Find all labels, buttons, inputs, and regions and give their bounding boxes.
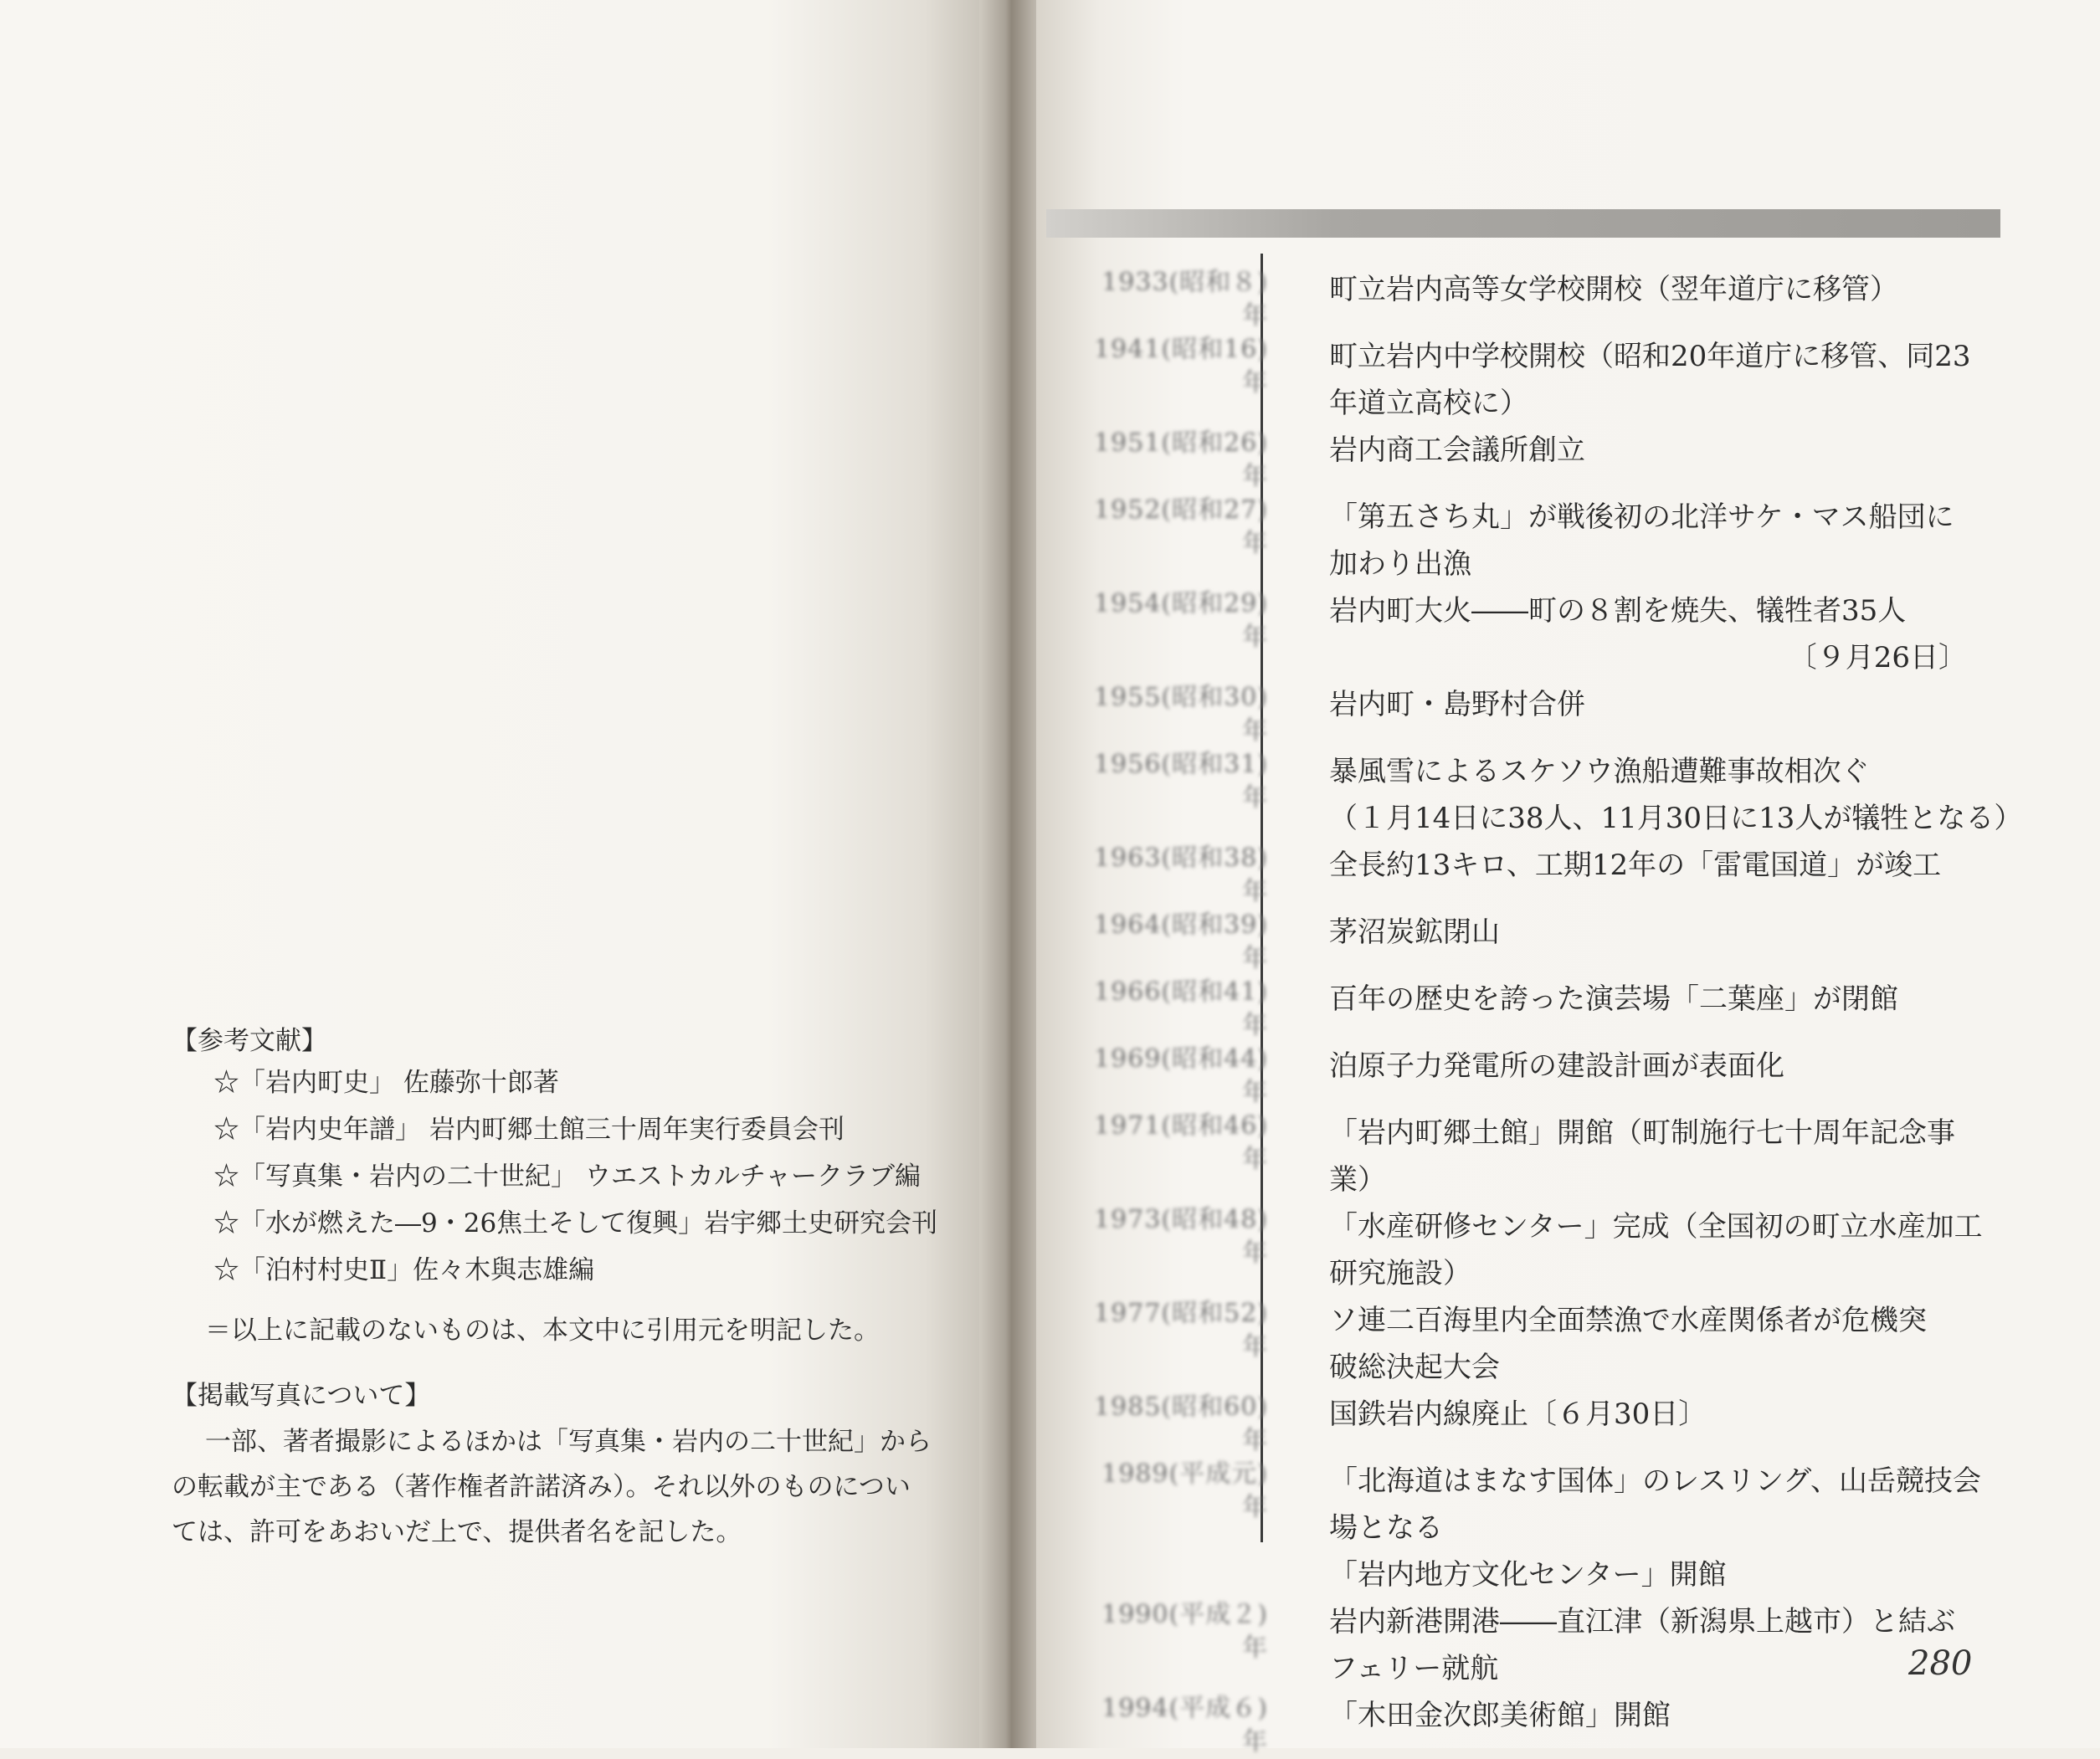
timeline-event-line: 暴風雪によるスケソウ漁船遭難事故相次ぐ [1329, 755, 1870, 788]
timeline-event [1283, 266, 1967, 313]
timeline-row [1080, 1598, 1967, 1692]
timeline-event-line: 茅沼炭鉱閉山 [1329, 915, 1500, 949]
timeline-event-line: 破総決起大会 [1329, 1351, 1500, 1384]
timeline-row [1080, 494, 1967, 587]
timeline-event-line: 「岩内町郷土館」開館（町制施行七十周年記念事 [1329, 1116, 1955, 1150]
timeline-event [1283, 1598, 1967, 1692]
timeline-year: 1951(昭和26)年 [1094, 428, 1268, 491]
timeline-event-line: 「第五さち丸」が戦後初の北洋サケ・マス船団に [1329, 500, 1954, 534]
timeline-year: 1963(昭和38)年 [1094, 844, 1268, 906]
timeline-event [1283, 681, 1967, 728]
timeline-event [1283, 333, 1971, 427]
timeline-event [1283, 1203, 1983, 1297]
timeline-event-line: フェリー就航 [1329, 1652, 1499, 1685]
timeline-event [1283, 1458, 1981, 1598]
reference-item: ☆「岩内町史」 佐藤弥十郎著 [213, 1068, 559, 1098]
timeline-event-line: 研究施設） [1329, 1257, 1471, 1290]
timeline-row [1080, 1692, 1967, 1759]
timeline-year: 1989(平成元)年 [1101, 1459, 1268, 1522]
timeline-event [1283, 1692, 1967, 1739]
reference-item: ☆「泊村村史Ⅱ」佐々木與志雄編 [213, 1255, 595, 1285]
photos-heading: 【掲載写真について】 [172, 1381, 431, 1411]
timeline-row [1080, 1458, 1981, 1598]
timeline-event-line: 泊原子力発電所の建設計画が表面化 [1329, 1049, 1784, 1083]
timeline-event-line: 岩内町大火――町の８割を焼失、犠牲者35人 [1329, 594, 1907, 628]
timeline-event-line: 岩内新港開港――直江津（新潟県上越市）と結ぶ [1329, 1605, 1955, 1638]
timeline-event-line: 場となる [1329, 1511, 1443, 1545]
timeline-event-line: 加わり出漁 [1329, 547, 1471, 581]
timeline-row [1080, 266, 1967, 333]
timeline-event [1283, 842, 1967, 889]
timeline-year: 1966(昭和41)年 [1094, 977, 1268, 1040]
timeline-row [1080, 1203, 1983, 1297]
photos-text-line: 一部、著者撮影によるほかは「写真集・岩内の二十世紀」から [205, 1427, 932, 1457]
timeline-event-line: ソ連二百海里内全面禁漁で水産関係者が危機突 [1329, 1304, 1927, 1337]
timeline-event-line: （１月14日に38人、11月30日に13人が犠牲となる） [1329, 802, 2023, 835]
timeline-row [1080, 1043, 1967, 1110]
timeline-year: 1990(平成２)年 [1101, 1600, 1268, 1663]
timeline-year: 1955(昭和30)年 [1094, 683, 1268, 746]
timeline-event-line: 岩内商工会議所創立 [1329, 433, 1585, 467]
timeline-event [1283, 427, 1967, 474]
timeline-event [1283, 587, 1967, 681]
header-band [1046, 209, 2000, 238]
reference-item: ☆「水が燃えた―9・26焦土そして復興」岩宇郷土史研究会刊 [213, 1208, 938, 1238]
timeline-year: 1952(昭和27)年 [1094, 495, 1268, 558]
reference-item: ☆「岩内史年譜」 岩内町郷土館三十周年実行委員会刊 [213, 1115, 845, 1145]
timeline-year: 1969(昭和44)年 [1094, 1044, 1268, 1107]
timeline-event [1283, 976, 1967, 1023]
timeline-event-line: 町立岩内高等女学校開校（翌年道庁に移管） [1329, 273, 1898, 306]
timeline-year: 1971(昭和46)年 [1094, 1111, 1268, 1174]
photos-text-line: の転載が主である（著作権者許諾済み）。それ以外のものについ [172, 1472, 911, 1502]
timeline-event-line: 全長約13キロ、工期12年の「雷電国道」が竣工 [1329, 849, 1942, 882]
timeline-row [1080, 842, 1967, 909]
timeline [1080, 266, 2023, 1759]
timeline-event-line: 「水産研修センター」完成（全国初の町立水産加工 [1329, 1210, 1983, 1244]
timeline-row [1080, 976, 1967, 1043]
timeline-event-line: 「木田金次郎美術館」開館 [1329, 1699, 1671, 1732]
timeline-event [1283, 748, 2022, 842]
timeline-row [1080, 1391, 1967, 1458]
timeline-event [1283, 1391, 1967, 1438]
timeline-year: 1973(昭和48)年 [1094, 1205, 1268, 1268]
timeline-event-line: 岩内町・島野村合併 [1329, 688, 1585, 721]
timeline-year: 1956(昭和31)年 [1094, 750, 1268, 813]
timeline-event [1283, 1043, 1967, 1090]
timeline-event [1283, 909, 1967, 956]
timeline-event-line: 国鉄岩内線廃止〔６月30日〕 [1329, 1397, 1707, 1431]
references-heading: 【参考文献】 [172, 1026, 327, 1056]
timeline-row [1080, 587, 1967, 681]
timeline-year: 1977(昭和52)年 [1094, 1299, 1268, 1362]
timeline-event [1283, 1297, 1967, 1391]
photos-section [172, 1372, 1009, 1555]
timeline-row [1080, 748, 2023, 842]
timeline-event [1283, 494, 1967, 587]
reference-item: ☆「写真集・岩内の二十世紀」 ウエストカルチャークラブ編 [213, 1162, 921, 1192]
photos-text-line: ては、許可をあおいだ上で、提供者名を記した。 [172, 1517, 742, 1547]
timeline-event-line: 町立岩内中学校開校（昭和20年道庁に移管、同23 [1329, 340, 1971, 373]
timeline-row [1080, 681, 1967, 748]
timeline-event-line: 百年の歴史を誇った演芸場「二葉座」が閉館 [1329, 982, 1898, 1016]
timeline-row [1080, 333, 1971, 427]
timeline-row [1080, 1297, 1967, 1391]
page-number: 280 [1908, 1644, 1973, 1683]
timeline-event-line: 年道立高校に） [1329, 387, 1528, 420]
timeline-event-line: 「北海道はまなす国体」のレスリング、山岳競技会 [1329, 1464, 1981, 1498]
timeline-year: 1964(昭和39)年 [1094, 910, 1268, 973]
timeline-row [1080, 909, 1967, 976]
timeline-year: 1994(平成６)年 [1101, 1694, 1268, 1756]
references-note: ＝以上に記載のないものは、本文中に引用元を明記した。 [205, 1315, 880, 1346]
timeline-year: 1933(昭和８)年 [1101, 268, 1268, 331]
timeline-row [1080, 427, 1967, 494]
timeline-event [1283, 1110, 1967, 1203]
timeline-year: 1941(昭和16)年 [1094, 335, 1268, 397]
timeline-event-date-note: 〔９月26日〕 [1788, 641, 1967, 674]
timeline-event-line: 業） [1329, 1163, 1386, 1197]
references-section [172, 1023, 1009, 1354]
timeline-year: 1985(昭和60)年 [1094, 1392, 1268, 1455]
timeline-year: 1954(昭和29)年 [1094, 589, 1268, 652]
timeline-row [1080, 1110, 1967, 1203]
timeline-event-line: 「岩内地方文化センター」開館 [1329, 1558, 1727, 1592]
